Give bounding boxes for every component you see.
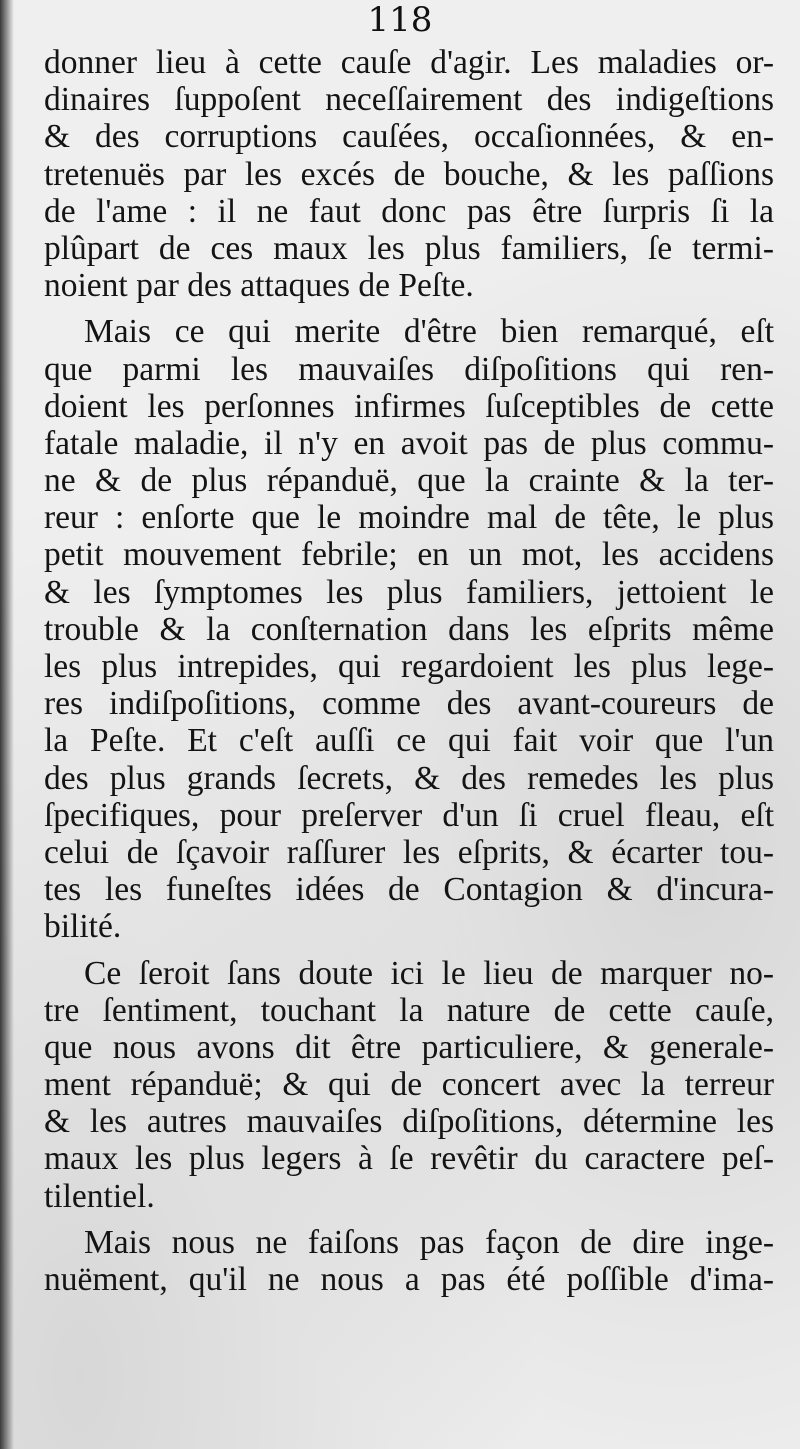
text-line: & les ſymptomes les plus familiers, jettoient le [44,573,774,611]
text-line: trouble & la conſternation dans les eſprits même [44,610,774,648]
text-line: tilentiel. [44,1177,155,1215]
text-line: Mais ce qui merite d'être bien remarqué, eſt [84,313,774,351]
text-line: & des corruptions cauſées, occaſionnées, & en- [44,118,774,156]
text-line: la Peſte. Et c'eſt auſſi ce qui fait voir que l'un [44,722,774,760]
body-text [44,44,774,1298]
page-gutter-shadow [0,0,14,1449]
text-line: noient par des attaques de Peſte. [44,267,474,305]
text-line: tes les funeſtes idées de Contagion & d'incura- [44,871,774,909]
text-line: des plus grands ſecrets, & des remedes les plus [44,759,774,797]
text-line: plûpart de ces maux les plus familiers, ſe termi- [44,229,774,267]
paragraph-2 [44,313,774,945]
text-line: & les autres mauvaiſes diſpoſitions, détermine les [44,1103,774,1141]
text-line: Ce ſeroit ſans doute ici le lieu de marquer no- [84,954,774,992]
text-line: res indiſpoſitions, comme des avant-coureurs de [44,685,774,723]
text-line: tretenuës par les excés de bouche, & les paſſions [44,155,774,193]
paragraph-4 [44,1224,774,1298]
text-line: que nous avons dit être particuliere, & generale- [44,1028,774,1066]
page-number: 118 [367,0,433,40]
text-line: reur : enſorte que le moindre mal de tête, le plus [44,499,774,537]
text-line: dinaires ſuppoſent neceſſairement des indigeſtions [44,81,774,119]
text-line: Mais nous ne faiſons pas façon de dire inge- [84,1223,774,1261]
paragraph-3 [44,955,774,1215]
text-line: les plus intrepides, qui regardoient les plus lege- [44,648,774,685]
text-line: bilité. [44,908,122,946]
text-line: ment répanduë; & qui de concert avec la terreur [44,1066,774,1104]
text-line: doient les perſonnes infirmes ſuſceptibles de cette [44,387,774,425]
text-line: maux les plus legers à ſe revêtir du caractere peſ- [44,1140,774,1178]
text-line: celui de ſçavoir raſſurer les eſprits, & écarter tou- [44,833,774,871]
text-line: ſpecifiques, pour preſerver d'un ſi cruel fleau, eſt [44,796,774,834]
text-line: de l'ame : il ne faut donc pas être ſurpris ſi la [44,192,774,230]
text-line: tre ſentiment, touchant la nature de cette cauſe, [44,991,774,1029]
text-line: fatale maladie, il n'y en avoit pas de plus commu- [44,424,774,462]
text-line: nuëment, qu'il ne nous a pas été poſſible d'ima- [44,1261,774,1298]
text-line: donner lieu à cette cauſe d'agir. Les maladies or- [44,44,774,81]
text-line: ne & de plus répanduë, que la crainte & la ter- [44,462,774,500]
text-line: que parmi les mauvaiſes diſpoſitions qui ren- [44,350,774,388]
text-line: petit mouvement febrile; en un mot, les accidens [44,536,774,574]
paragraph-1 [44,44,774,304]
